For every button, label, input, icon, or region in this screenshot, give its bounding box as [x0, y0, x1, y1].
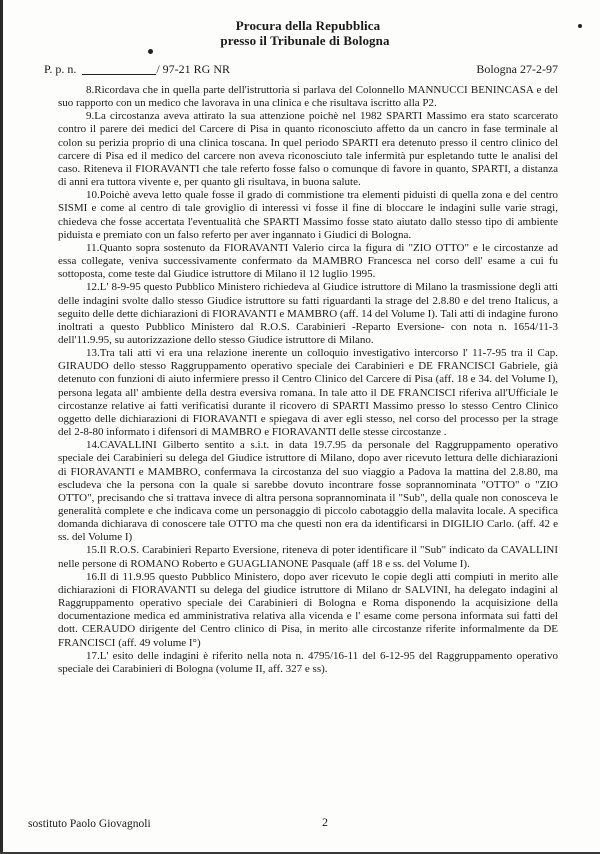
- paragraph-11: 11.Quanto sopra sostenuto da FIORAVANTI Valerio circa la figura di "ZIO OTTO" e le circostanze ad essa collegate, veniva successivamente confermato da MAMBRO Francesca nel corso dell' esame a cui fu sottoposta, come teste dal Giudice istruttore di Milano il 12 luglio 1995.: [58, 241, 558, 281]
- paragraph-17: 17.L' esito delle indagini è riferito nella nota n. 4795/16-11 del 6-12-95 del Raggruppamento operativo speciale dei Carabinieri di Bologna (volume II, aff. 327 e ss).: [58, 649, 558, 675]
- reference-row: [44, 62, 558, 78]
- case-number-blank: [82, 62, 156, 75]
- page-number: 2: [322, 815, 328, 829]
- case-prefix: P. p. n.: [44, 62, 77, 76]
- signature: sostituto Paolo Giovagnoli: [28, 818, 151, 830]
- paragraph-13: 13.Tra tali atti vi era una relazione inerente un colloquio investigativo intercorso l' 11-7-95 tra il Cap. GIRAUDO dello stesso Raggruppamento operativo speciale dei Carabinieri e DE FRANCISCI Gabriele, già detenuto con funzioni di aiuto infermiere presso il Centro Clinico del Carcere di Pisa (aff. 18 e 34. del Volume I), persona legata all' ambiente della destra eversiva romana. In tale atto il DE FRANCISCI riferiva all'Ufficiale le circostanze relative ai fatti verificatisi durante il ricovero di SPARTI Massimo presso lo stesso Centro Clinico oggetto delle dichiarazioni di FIORAVANTI e spiegava di aver egli stesso, nel corso del processo per la strage del 2-8-80 informato i difensori di MAMBRO e FIORAVANTI delle stesse circostanze .: [58, 347, 558, 439]
- case-number: / 97-21 RG NR: [156, 62, 231, 76]
- paragraph-10: 10.Poichè aveva letto quale fosse il grado di commistione tra elementi piduisti di quella zona e del centro SISMI e come al centro di tale groviglio di interessi vi fosse il fine di bloccare le indagini sulle varie stragi, chiedeva che fosse accertata l'eventualità che SPARTI Massimo fosse stato aiutato dallo stesso tipo di ambiente piduista e premiato con un falso referto per aver ingannato i Giudici di Bologna.: [58, 189, 558, 241]
- paragraph-16: 16.Il di 11.9.95 questo Pubblico Ministero, dopo aver ricevuto le copie degli atti compiuti in merito alle dichiarazioni di FIORAVANTI su delega del giudice istruttore di Milano dr SALVINI, ha delegato indagini al Raggruppamento operativo speciale dei Carabinieri di Bologna e Roma disponendo la acquisizione della documentazione medica ed amministrativa relativa alla vicenda e l' esame come persona informata sui fatti del dott. CERAUDO dirigente del Centro clinico di Pisa, in merito alle circostanze riferite informalmente da DE FRANCISCI (aff. 49 volume I°): [58, 570, 558, 649]
- paragraph-15: 15.Il R.O.S. Carabinieri Reparto Eversione, riteneva di poter identificare il "Sub" indicato da CAVALLINI nelle persone di ROMANO Roberto e GUAGLIANONE Pasquale (aff 18 e ss. del Volume I).: [58, 544, 558, 570]
- case-reference: [44, 62, 230, 77]
- scan-mark-top: [148, 49, 153, 54]
- paragraph-9: 9.La circostanza aveva attirato la sua attenzione poichè nel 1982 SPARTI Massimo era stato scarcerato contro il parere dei medici del Carcere di Pisa in quanto riconosciuto affetto da un cancro in fase terminale al colon su perizia proprio di una clinica toscana. In quel periodo SPARTI era detenuto presso il centro clinico del carcere di Pisa ed il medico del carcere non aveva riconosciuto tale infermità pur espletando tutte le analisi del caso. Riteneva il FIORAVANTI che tale referto fosse falso o comunque di favore in quanto, SPARTI, a distanza di anni era tuttora vivente e, per quanto gli risultava, in buona salute.: [58, 110, 558, 189]
- paragraph-12: 12.L' 8-9-95 questo Pubblico Ministero richiedeva al Giudice istruttore di Milano la trasmissione degli atti delle indagini svolte dallo stesso Giudice istruttore su fatti riguardanti la strage del 2.8.80 e del treno Italicus, a seguito delle dette dichiarazioni di FIORAVANTI e MAMBRO (aff. 14 del Volume I). Tali atti di indagine furono inoltrati a questo Pubblico Ministero dal R.O.S. Carabinieri -Reparto Eversione- con nota n. 1654/11-3 dell'11.9.95, su autorizzazione dello stesso Giudice istruttore di Milano.: [58, 281, 558, 346]
- header-office: Procura della Repubblica: [235, 18, 381, 33]
- document-date: Bologna 27-2-97: [476, 62, 558, 76]
- paragraph-8: 8.Ricordava che in quella parte dell'istruttoria si parlava del Colonnello MANNUCCI BENINCASA e del suo rapporto con un medico che lavorava in una clinica e che risultava iscritto alla P2.: [58, 84, 558, 110]
- scan-edge-left: [0, 0, 3, 854]
- paragraph-14: 14.CAVALLINI Gilberto sentito a s.i.t. in data 19.7.95 da personale del Raggruppamento operativo speciale dei Carabinieri su delega del Giudice istruttore di Milano, dopo aver ricevuto lettura delle dichiarazioni di FIORAVANTI e MAMBRO, confermava la circostanza del suo viaggio a Padova la mattina del 2.8.80, ma escludeva che la persona con la quale si sarebbe dovuto incontrare fosse soprannominata "OTTO" o "ZIO OTTO", precisando che si trattava invece di altra persona soprannominata il "Sub", della quale non conosceva le generalità complete e che indicava come un personaggio di piccolo cabotaggio della malavita locale. A specifica domanda dichiarava di conoscere tale OTTO ma che questi non era da identificarsi in DIGILIO Carlo. (aff. 42 e ss. del Volume I): [58, 439, 558, 544]
- document-body: [58, 84, 558, 676]
- header-court: presso il Tribunale di Bologna: [220, 33, 390, 48]
- document-header: [0, 18, 600, 48]
